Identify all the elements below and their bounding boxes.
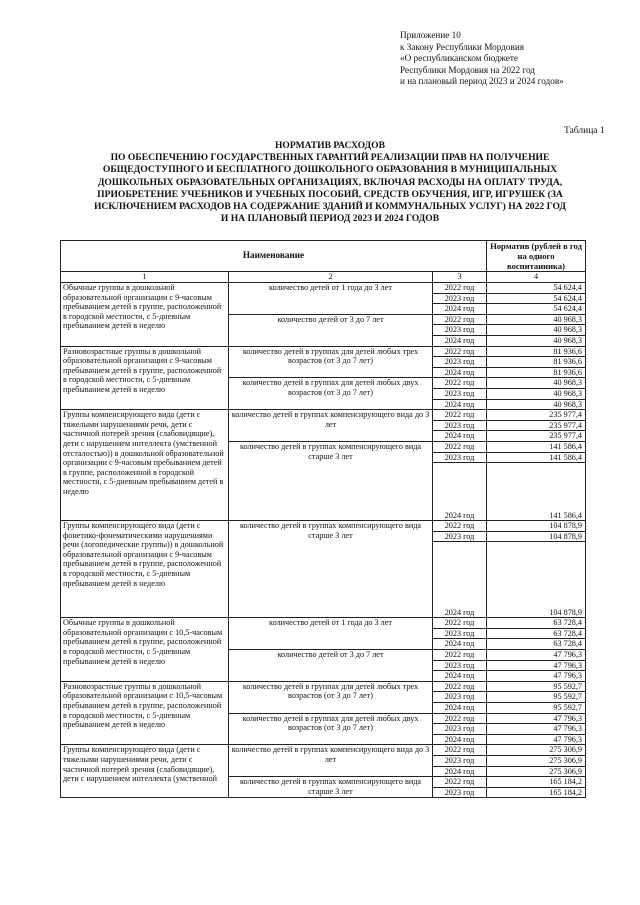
sub-category-label: количество детей в группах компенсирующего вида до 3 лет [229, 410, 433, 442]
year-cell: 2022 год [433, 650, 487, 661]
title-line: ДОШКОЛЬНЫХ ОБРАЗОВАТЕЛЬНЫХ ОРГАНИЗАЦИЯХ, ВКЛЮЧАЯ РАСХОДЫ НА ОПЛАТУ ТРУДА, [97, 176, 563, 188]
year-cell: 2024 год [433, 542, 487, 618]
year-cell: 2024 год [433, 463, 487, 521]
norm-value-cell: 81 936,6 [487, 346, 586, 357]
year-cell: 2023 год [433, 357, 487, 368]
col-num: 3 [433, 272, 487, 283]
norm-value-cell: 40 968,3 [487, 325, 586, 336]
year-cell: 2023 год [433, 293, 487, 304]
col-num: 2 [229, 272, 433, 283]
sub-category-label: количество детей в группах для детей любых двух возрастов (от 3 до 7 лет) [229, 713, 433, 745]
norm-value-cell: 95 592,7 [487, 681, 586, 692]
table-row [61, 681, 586, 692]
norm-value-cell: 275 306,9 [487, 745, 586, 756]
year-cell: 2022 год [433, 521, 487, 532]
appendix-line: Республики Мордовия на 2022 год [400, 64, 535, 75]
norm-value-cell: 235 977,4 [487, 420, 586, 431]
table-row [61, 283, 586, 294]
table-row [61, 410, 586, 421]
sub-category-label: количество детей в группах для детей любых трех возрастов (от 3 до 7 лет) [229, 346, 433, 378]
norm-value-cell: 141 586,4 [487, 452, 586, 463]
title-line: ИСКЛЮЧЕНИЕМ РАСХОДОВ НА СОДЕРЖАНИЕ ЗДАНИЙ И КОММУНАЛЬНЫХ УСЛУГ) НА 2022 ГОД [93, 201, 567, 213]
header-norm: Норматив (рублей в год на одного воспитанника) [487, 241, 586, 272]
group-name: Разновозрастные группы в дошкольной образовательной организации с 10,5-часовым пребыванием детей в группе, расположенной в городской местности, с 5-дневным пребыванием детей в неделю [61, 681, 229, 745]
norm-value-cell: 63 728,4 [487, 639, 586, 650]
norm-value-cell: 40 968,3 [487, 335, 586, 346]
group-name: Обычные группы в дошкольной образовательной организации с 10,5-часовым пребыванием детей в группе, расположенной в городской местности, с 5-дневным пребыванием детей в неделю [61, 618, 229, 682]
norm-value-cell: 40 968,3 [487, 314, 586, 325]
appendix-line: и на плановый период 2023 и 2024 годов» [400, 76, 564, 87]
norm-value-cell: 47 796,3 [487, 660, 586, 671]
norm-value-cell: 54 624,4 [487, 283, 586, 294]
sub-category-label: количество детей от 3 до 7 лет [229, 650, 433, 682]
year-cell: 2023 год [433, 756, 487, 767]
year-cell: 2023 год [433, 531, 487, 542]
norm-value-cell: 81 936,6 [487, 357, 586, 368]
year-cell: 2022 год [433, 283, 487, 294]
group-name: Группы компенсирующего вида (дети с тяжелыми нарушениями речи, дети с частичной потерей зрения (слабовидящие), дети с нарушением интеллекта (умственной отсталостью)) в дошкольной образовательной организации с 9-часовым пребыванием детей в группе, расположенной в городской местности, с 5-дневным пребыванием детей в неделю [61, 410, 229, 521]
norm-value-cell: 104 878,9 [487, 531, 586, 542]
year-cell: 2024 год [433, 766, 487, 777]
table-row [61, 745, 586, 756]
year-cell: 2022 год [433, 410, 487, 421]
group-name: Группы компенсирующего вида (дети с фонетико-фонематическими нарушениями речи (логопедические группы)) в дошкольной образовательной организации с 9-часовым пребыванием детей в группе, расположенной в городской местности, с 5-дневным пребыванием детей в неделю [61, 521, 229, 618]
year-cell: 2022 год [433, 441, 487, 452]
title-line: ПРИОБРЕТЕНИЕ УЧЕБНИКОВ И УЧЕБНЫХ ПОСОБИЙ, СРЕДСТВ ОБУЧЕНИЯ, ИГР, ИГРУШЕК (ЗА [97, 188, 563, 200]
sub-category-label: количество детей в группах компенсирующего вида старше 3 лет [229, 521, 433, 618]
norm-value-cell: 47 796,3 [487, 734, 586, 745]
sub-category-label: количество детей в группах компенсирующего вида старше 3 лет [229, 441, 433, 520]
sub-category-label: количество детей в группах компенсирующего вида до 3 лет [229, 745, 433, 777]
group-name: Группы компенсирующего вида (дети с тяжелыми нарушениями речи, дети с частичной потерей зрения (слабовидящие), дети с нарушением интеллекта (умственной [61, 745, 229, 798]
norm-value-cell: 275 306,9 [487, 766, 586, 777]
table-row [61, 521, 586, 532]
sub-category-label: количество детей в группах для детей любых двух возрастов (от 3 до 7 лет) [229, 378, 433, 410]
norm-value-cell: 165 184,2 [487, 787, 586, 798]
sub-category-label: количество детей от 3 до 7 лет [229, 314, 433, 346]
year-cell: 2023 год [433, 325, 487, 336]
norm-value-cell: 47 796,3 [487, 724, 586, 735]
year-cell: 2022 год [433, 346, 487, 357]
norm-value-cell: 141 586,4 [487, 463, 586, 521]
year-cell: 2024 год [433, 734, 487, 745]
norm-value-cell: 165 184,2 [487, 777, 586, 788]
norm-value-cell: 235 977,4 [487, 431, 586, 442]
year-cell: 2023 год [433, 452, 487, 463]
year-cell: 2024 год [433, 431, 487, 442]
norm-value-cell: 235 977,4 [487, 410, 586, 421]
title-line: И НА ПЛАНОВЫЙ ПЕРИОД 2023 И 2024 ГОДОВ [220, 213, 440, 225]
header-name: Наименование [61, 241, 487, 272]
year-cell: 2022 год [433, 745, 487, 756]
norm-value-cell: 95 592,7 [487, 703, 586, 714]
norm-value-cell: 47 796,3 [487, 671, 586, 682]
year-cell: 2023 год [433, 787, 487, 798]
year-cell: 2024 год [433, 367, 487, 378]
year-cell: 2023 год [433, 692, 487, 703]
group-name: Обычные группы в дошкольной образовательной организации с 9-часовым пребыванием детей в группе, расположенной в городской местности, с 5-дневным пребыванием детей в неделю [61, 283, 229, 347]
col-num: 4 [487, 272, 586, 283]
norm-value-cell: 63 728,4 [487, 618, 586, 629]
year-cell: 2022 год [433, 713, 487, 724]
year-cell: 2024 год [433, 304, 487, 315]
norm-value-cell: 47 796,3 [487, 713, 586, 724]
norm-value-cell: 275 306,9 [487, 756, 586, 767]
norm-value-cell: 104 878,9 [487, 521, 586, 532]
sub-category-label: количество детей в группах для детей любых трех возрастов (от 3 до 7 лет) [229, 681, 433, 713]
group-name: Разновозрастные группы в дошкольной образовательной организации с 9-часовым пребыванием детей в группе, расположенной в городской местности, с 5-дневным пребыванием детей в неделю [61, 346, 229, 410]
appendix-line: к Закону Республики Мордовия [400, 41, 524, 52]
year-cell: 2022 год [433, 314, 487, 325]
year-cell: 2023 год [433, 724, 487, 735]
norm-value-cell: 81 936,6 [487, 367, 586, 378]
title-line: ПО ОБЕСПЕЧЕНИЮ ГОСУДАРСТВЕННЫХ ГАРАНТИЙ РЕАЛИЗАЦИИ ПРАВ НА ПОЛУЧЕНИЕ [110, 152, 550, 164]
title-line: НОРМАТИВ РАСХОДОВ [274, 140, 386, 151]
year-cell: 2024 год [433, 335, 487, 346]
norm-value-cell: 104 878,9 [487, 542, 586, 618]
norm-value-cell: 40 968,3 [487, 378, 586, 389]
year-cell: 2024 год [433, 671, 487, 682]
title-line: ОБЩЕДОСТУПНОГО И БЕСПЛАТНОГО ДОШКОЛЬНОГО ОБРАЗОВАНИЯ В МУНИЦИПАЛЬНЫХ [102, 164, 558, 176]
norm-value-cell: 40 968,3 [487, 388, 586, 399]
year-cell: 2024 год [433, 639, 487, 650]
norm-value-cell: 63 728,4 [487, 628, 586, 639]
appendix-block [400, 30, 632, 88]
appendix-line: «О республиканском бюджете [400, 53, 518, 64]
table-row [61, 618, 586, 629]
year-cell: 2023 год [433, 388, 487, 399]
norm-value-cell: 54 624,4 [487, 293, 586, 304]
year-cell: 2024 год [433, 399, 487, 410]
norm-value-cell: 95 592,7 [487, 692, 586, 703]
year-cell: 2022 год [433, 681, 487, 692]
year-cell: 2023 год [433, 660, 487, 671]
document-title [40, 140, 620, 225]
norm-value-cell: 47 796,3 [487, 650, 586, 661]
norm-value-cell: 141 586,4 [487, 441, 586, 452]
table-row [61, 346, 586, 357]
sub-category-label: количество детей от 1 года до 3 лет [229, 283, 433, 315]
norm-value-cell: 54 624,4 [487, 304, 586, 315]
year-cell: 2022 год [433, 777, 487, 788]
sub-category-label: количество детей в группах компенсирующего вида старше 3 лет [229, 777, 433, 798]
norms-table [60, 240, 586, 798]
table-label: Таблица 1 [564, 126, 605, 136]
sub-category-label: количество детей от 1 года до 3 лет [229, 618, 433, 650]
year-cell: 2022 год [433, 378, 487, 389]
table-body [61, 283, 586, 798]
col-num: 1 [61, 272, 229, 283]
year-cell: 2023 год [433, 628, 487, 639]
year-cell: 2024 год [433, 703, 487, 714]
appendix-line: Приложение 10 [400, 30, 461, 40]
year-cell: 2023 год [433, 420, 487, 431]
norm-value-cell: 40 968,3 [487, 399, 586, 410]
year-cell: 2022 год [433, 618, 487, 629]
